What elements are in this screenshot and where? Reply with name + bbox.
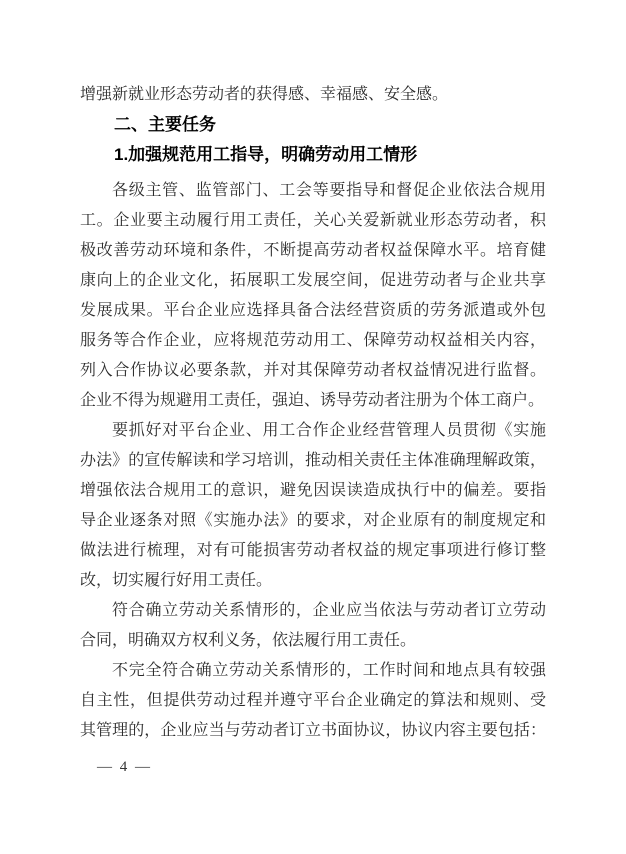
text-line: 要抓好对平台企业、用工合作企业经营管理人员贯彻《实施 bbox=[112, 422, 546, 439]
text-line: 其管理的，企业应当与劳动者订立书面协议，协议内容主要包括： bbox=[80, 722, 546, 739]
text-line: 企业不得为规避用工责任，强迫、诱导劳动者注册为个体工商户。 bbox=[80, 392, 545, 409]
paragraph bbox=[80, 596, 546, 656]
text-line: 导企业逐条对照《实施办法》的要求，对企业原有的制度规定和 bbox=[80, 512, 546, 529]
text-line: 工。企业要主动履行用工责任，关心关爱新就业形态劳动者，积 bbox=[80, 212, 546, 229]
text-line: 做法进行梳理，对有可能损害劳动者权益的规定事项进行修订整 bbox=[80, 542, 546, 559]
text-line: 不完全符合确立劳动关系情形的，工作时间和地点具有较强 bbox=[112, 662, 546, 679]
text-line: 服务等合作企业，应将规范劳动用工、保障劳动权益相关内容， bbox=[80, 332, 546, 349]
text-line: 合同，明确双方权利义务，依法履行用工责任。 bbox=[80, 632, 417, 649]
paragraph bbox=[80, 176, 546, 416]
section-heading: 二、主要任务 bbox=[114, 115, 216, 134]
page-number: — 4 — bbox=[97, 759, 152, 775]
paragraph bbox=[80, 656, 546, 746]
text-line: 发展成果。平台企业应选择具备合法经营资质的劳务派遣或外包 bbox=[80, 302, 546, 319]
paragraph bbox=[80, 416, 546, 596]
text-line: 列入合作协议必要条款，并对其保障劳动者权益情况进行监督。 bbox=[80, 362, 546, 379]
text-line: 符合确立劳动关系情形的，企业应当依法与劳动者订立劳动 bbox=[112, 602, 546, 619]
subsection-heading: 1.加强规范用工指导，明确劳动用工情形 bbox=[114, 145, 418, 164]
text-line: 康向上的企业文化，拓展职工发展空间，促进劳动者与企业共享 bbox=[80, 272, 546, 289]
text-line: 增强新就业形态劳动者的获得感、幸福感、安全感。 bbox=[80, 86, 449, 103]
text-line: 改，切实履行好用工责任。 bbox=[80, 572, 273, 589]
document-body bbox=[80, 80, 546, 746]
text-line: 增强依法合规用工的意识，避免因误读造成执行中的偏差。要指 bbox=[80, 482, 546, 499]
text-line: 自主性，但提供劳动过程并遵守平台企业确定的算法和规则、受 bbox=[80, 692, 546, 709]
text-line: 办法》的宣传解读和学习培训，推动相关责任主体准确理解政策， bbox=[80, 452, 546, 469]
text-line: 各级主管、监管部门、工会等要指导和督促企业依法合规用 bbox=[112, 182, 546, 199]
text-line: 极改善劳动环境和条件，不断提高劳动者权益保障水平。培育健 bbox=[80, 242, 546, 259]
